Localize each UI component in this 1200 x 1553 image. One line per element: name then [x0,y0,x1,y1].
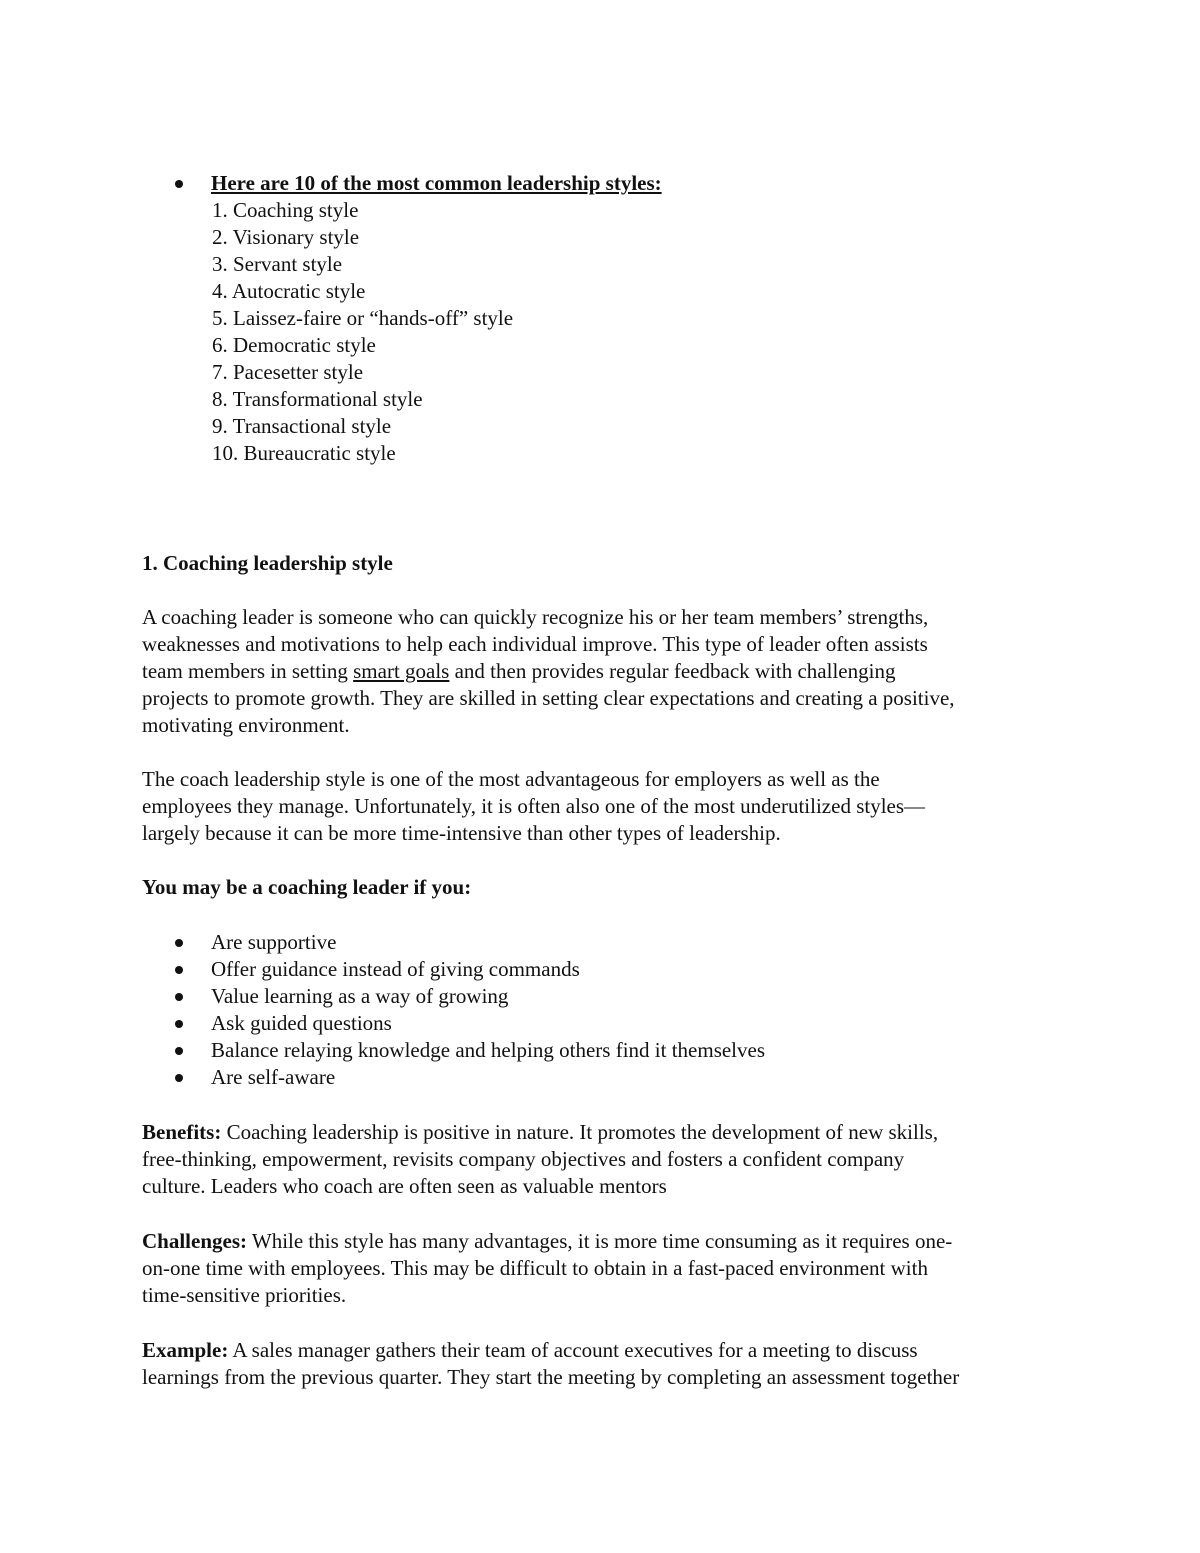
style-item-2: 2. Visionary style [212,225,360,249]
benefits-text: Coaching leadership is positive in nature. It promotes the development of new skills, [221,1120,939,1144]
style-item-8: 8. Transformational style [212,387,423,411]
paragraph-line: culture. Leaders who coach are often seen as valuable mentors [142,1174,667,1198]
paragraph-line: largely because it can be more time-intensive than other types of leadership. [142,821,781,845]
paragraph-line: motivating environment. [142,713,350,737]
style-item-3: 3. Servant style [212,252,343,276]
style-item-6: 6. Democratic style [212,333,376,357]
paragraph-line: free-thinking, empowerment, revisits company objectives and fosters a confident company [142,1147,905,1171]
benefits-line [142,1119,938,1146]
trait-item: Value learning as a way of growing [211,984,509,1008]
trait-item: Are self-aware [211,1065,336,1089]
style-item-5: 5. Laissez-faire or “hands-off” style [212,306,514,330]
bullet-icon [175,939,183,947]
bullet-icon [175,993,183,1001]
example-line [142,1337,918,1364]
bullet-icon [175,966,183,974]
bullet-icon [175,1047,183,1055]
example-text: A sales manager gathers their team of account executives for a meeting to discuss [228,1338,918,1362]
paragraph-line: A coaching leader is someone who can quickly recognize his or her team members’ strengths, [142,605,929,629]
smart-goals-link[interactable]: smart goals [353,659,450,683]
style-item-7: 7. Pacesetter style [212,360,364,384]
paragraph-text: and then provides regular feedback with challenging [449,659,896,683]
style-item-4: 4. Autocratic style [212,279,366,303]
paragraph-line: projects to promote growth. They are skilled in setting clear expectations and creating a positive, [142,686,955,710]
paragraph-text: team members in setting [142,659,354,683]
style-item-1: 1. Coaching style [212,198,359,222]
traits-heading: You may be a coaching leader if you: [142,875,472,899]
style-item-9: 9. Transactional style [212,414,392,438]
paragraph-line: learnings from the previous quarter. They start the meeting by completing an assessment together [142,1365,960,1389]
example-label: Example: [142,1338,229,1362]
benefits-label: Benefits: [142,1120,222,1144]
trait-item: Balance relaying knowledge and helping others find it themselves [211,1038,766,1062]
style-item-10: 10. Bureaucratic style [212,441,396,465]
paragraph-line: time-sensitive priorities. [142,1283,347,1307]
paragraph-line: employees they manage. Unfortunately, it is often also one of the most underutilized styles— [142,794,926,818]
paragraph-line: on-one time with employees. This may be difficult to obtain in a fast-paced environment with [142,1256,928,1280]
trait-item: Are supportive [211,930,337,954]
bullet-icon [175,1020,183,1028]
challenges-label: Challenges: [142,1229,247,1253]
paragraph-line: The coach leadership style is one of the most advantageous for employers as well as the [142,767,880,791]
section-heading: 1. Coaching leadership style [142,551,393,575]
styles-list-heading: Here are 10 of the most common leadership styles: [211,171,662,195]
trait-item: Offer guidance instead of giving commands [211,957,580,981]
challenges-line [142,1228,952,1255]
bullet-icon [175,180,183,188]
trait-item: Ask guided questions [211,1011,392,1035]
paragraph-line: weaknesses and motivations to help each individual improve. This type of leader often assists [142,632,928,656]
paragraph-line [142,658,895,685]
bullet-icon [175,1074,183,1082]
challenges-text: While this style has many advantages, it is more time consuming as it requires one- [247,1229,953,1253]
